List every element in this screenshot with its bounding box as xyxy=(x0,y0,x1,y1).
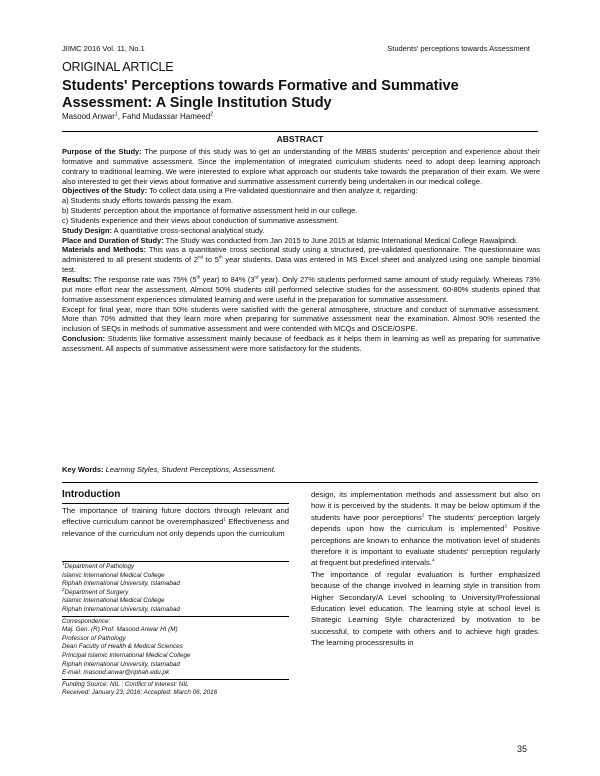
author-line: Masood Anwar$^1$, Fahd Mudassar Hameed$^2$ xyxy=(62,111,213,121)
abstract-heading: ABSTRACT xyxy=(276,134,324,144)
article-title: Students' Perceptions towards Formative and Summative Assessment: A Single Institution Study xyxy=(62,78,459,111)
correspondence: Correspondence: xyxy=(62,617,111,625)
intro-left-column: The importance of training future doctors through relevant and effective curriculum cannot be overemphasized$^1$ Effectiveness and relevance of the curriculum not only depends upon the curriculum xyxy=(62,506,289,538)
objective-b: b) Students' perception about the importance of formative assessment held in our college. xyxy=(62,206,358,216)
corresponding-email: E-mail: masood.anwar@riphah.edu.pk xyxy=(62,669,170,677)
abstract-place: Place and Duration of Study: The Study was conducted from Jan 2015 to June 2015 at Islamic International Medical College Rawalpindi. xyxy=(62,235,518,245)
received-dates: Received: January 23, 2016; Accepted: March 06, 2016 xyxy=(62,689,218,697)
abstract-purpose: Purpose of the Study: The purpose of this study was to get an understanding of the MBBS students' perception and experience about their formative and summative assessment. Since the implementation of integrated curriculum students need to adopt deep learning approach contrary to traditional learning. We were interested to explore what approach our students take towards the preparation of their exam. We were also interested to get their views about formative and summative assessment currently being undertaken in our medical college. xyxy=(62,147,540,186)
abstract-top-rule xyxy=(62,131,538,132)
abstract-body xyxy=(62,147,540,354)
funding-note: Funding Source: NIL ; Conflict of interest: NIL xyxy=(62,680,189,688)
abstract-methods: Materials and Methods: This was a quantitative cross sectional study using a structured, pre-validated questionnaire. The questionnaire was administered to all present students of 2nd to 5th year students. Data was entered in MS Excel sheet and analyzed using one sample binomial test. xyxy=(62,245,540,275)
abstract-design: Study Design: A quantitative cross-sectional analytical study. xyxy=(62,225,265,235)
affiliation-footnotes: $^1$Department of Pathology Islamic International Medical College Riphah International University, Islamabad $^2$Department of Surgery Islamic International Medical College Riphah International University, Islamabad Correspondence: Maj. Gen. (R) Prof. Masood Anwar HI (M) Professor of Pathology Dean Faculty of Health & Medical Sciences Principal Islamic International Medical College Riphah International University, Islamabad E-mail: masood.anwar@riphah.edu.pk Funding Source: NIL ; Conflict of interest: NIL Received: January 23, 2016; Accepted: March 06, 2016 xyxy=(62,560,289,698)
intro-heading-rule xyxy=(62,503,289,504)
journal-citation: JIIMC 2016 Vol. 11, No.1 xyxy=(62,44,145,53)
objective-c: c) Students experience and their views about conduction of summative assessment. xyxy=(62,215,339,225)
abstract-results-continued: Except for final year, more than 50% students were satisfied with the general atmosphere, structure and conduct of summative assessment. More than 70% admitted that they learn more when preparing for summative assessment near the examination. Almost 90% resented the inclusion of SEQs in methods of summative assessment and were contended with MCQs and OSCE/OSPE. xyxy=(62,304,540,334)
introduction-heading: Introduction xyxy=(62,489,121,500)
abstract-conclusion: Conclusion: Students like formative assessment mainly because of feedback as it helps them in learning as well as preparing for summative assessment. All aspects of summative assessment were more satisfactory for the students. xyxy=(62,334,540,353)
section-tag: ORIGINAL ARTICLE xyxy=(62,60,174,74)
author-1-affiliation: 1 xyxy=(114,111,118,118)
author-1: Masood Anwar xyxy=(62,112,115,121)
objective-a: a) Students study efforts towards passing the exam. xyxy=(62,196,234,206)
author-2-affiliation: 2 xyxy=(210,111,213,118)
abstract-objectives: Objectives of the Study: To collect data using a Pre-validated questionnaire and then analyze it, regarding: xyxy=(62,186,418,196)
footnote-rule xyxy=(62,561,289,562)
page-number: 35 xyxy=(517,744,528,754)
running-title: Students' perceptions towards Assessment xyxy=(387,44,530,53)
keywords-bottom-rule xyxy=(62,482,538,483)
keywords: Key Words: Learning Styles, Student Perceptions, Assessment. xyxy=(62,465,276,474)
author-2: Fahd Mudassar Hameed xyxy=(122,112,211,121)
intro-right-column: design, its implementation methods and assessment but also on how it is perceived by the students. It may be below optimum if the students have poor perceptions$^2$ The students' perception largely depends upon how the curriculum is implemented$^3$ Positive perceptions are known to enhance the motivation level of students therefore it is important to evaluate students' perception regularly at frequent but predefined intervals.$^4$ The importance of regular evaluation is further emphasized because of the change involved in learning style in transition from Higher Secondary/A Level schooling to University/Professional Education level education. The learning style at school level is Strategic Learning Style characterized by motivation to be successful, to compete with others and to achieve high grades. The learning processresults in xyxy=(311,490,540,648)
abstract-results: Results: The response rate was 75% (5th year) to 84% (3rd year). Only 27% students performed same amount of study regularly. Whereas 73% put more effort near the assessment. Almost 50% students still performed selective studies for the assessment. 60-80% students opined that formative assessment experiences stimulated learning and were useful in the preparation for summative assessment. xyxy=(62,274,541,304)
